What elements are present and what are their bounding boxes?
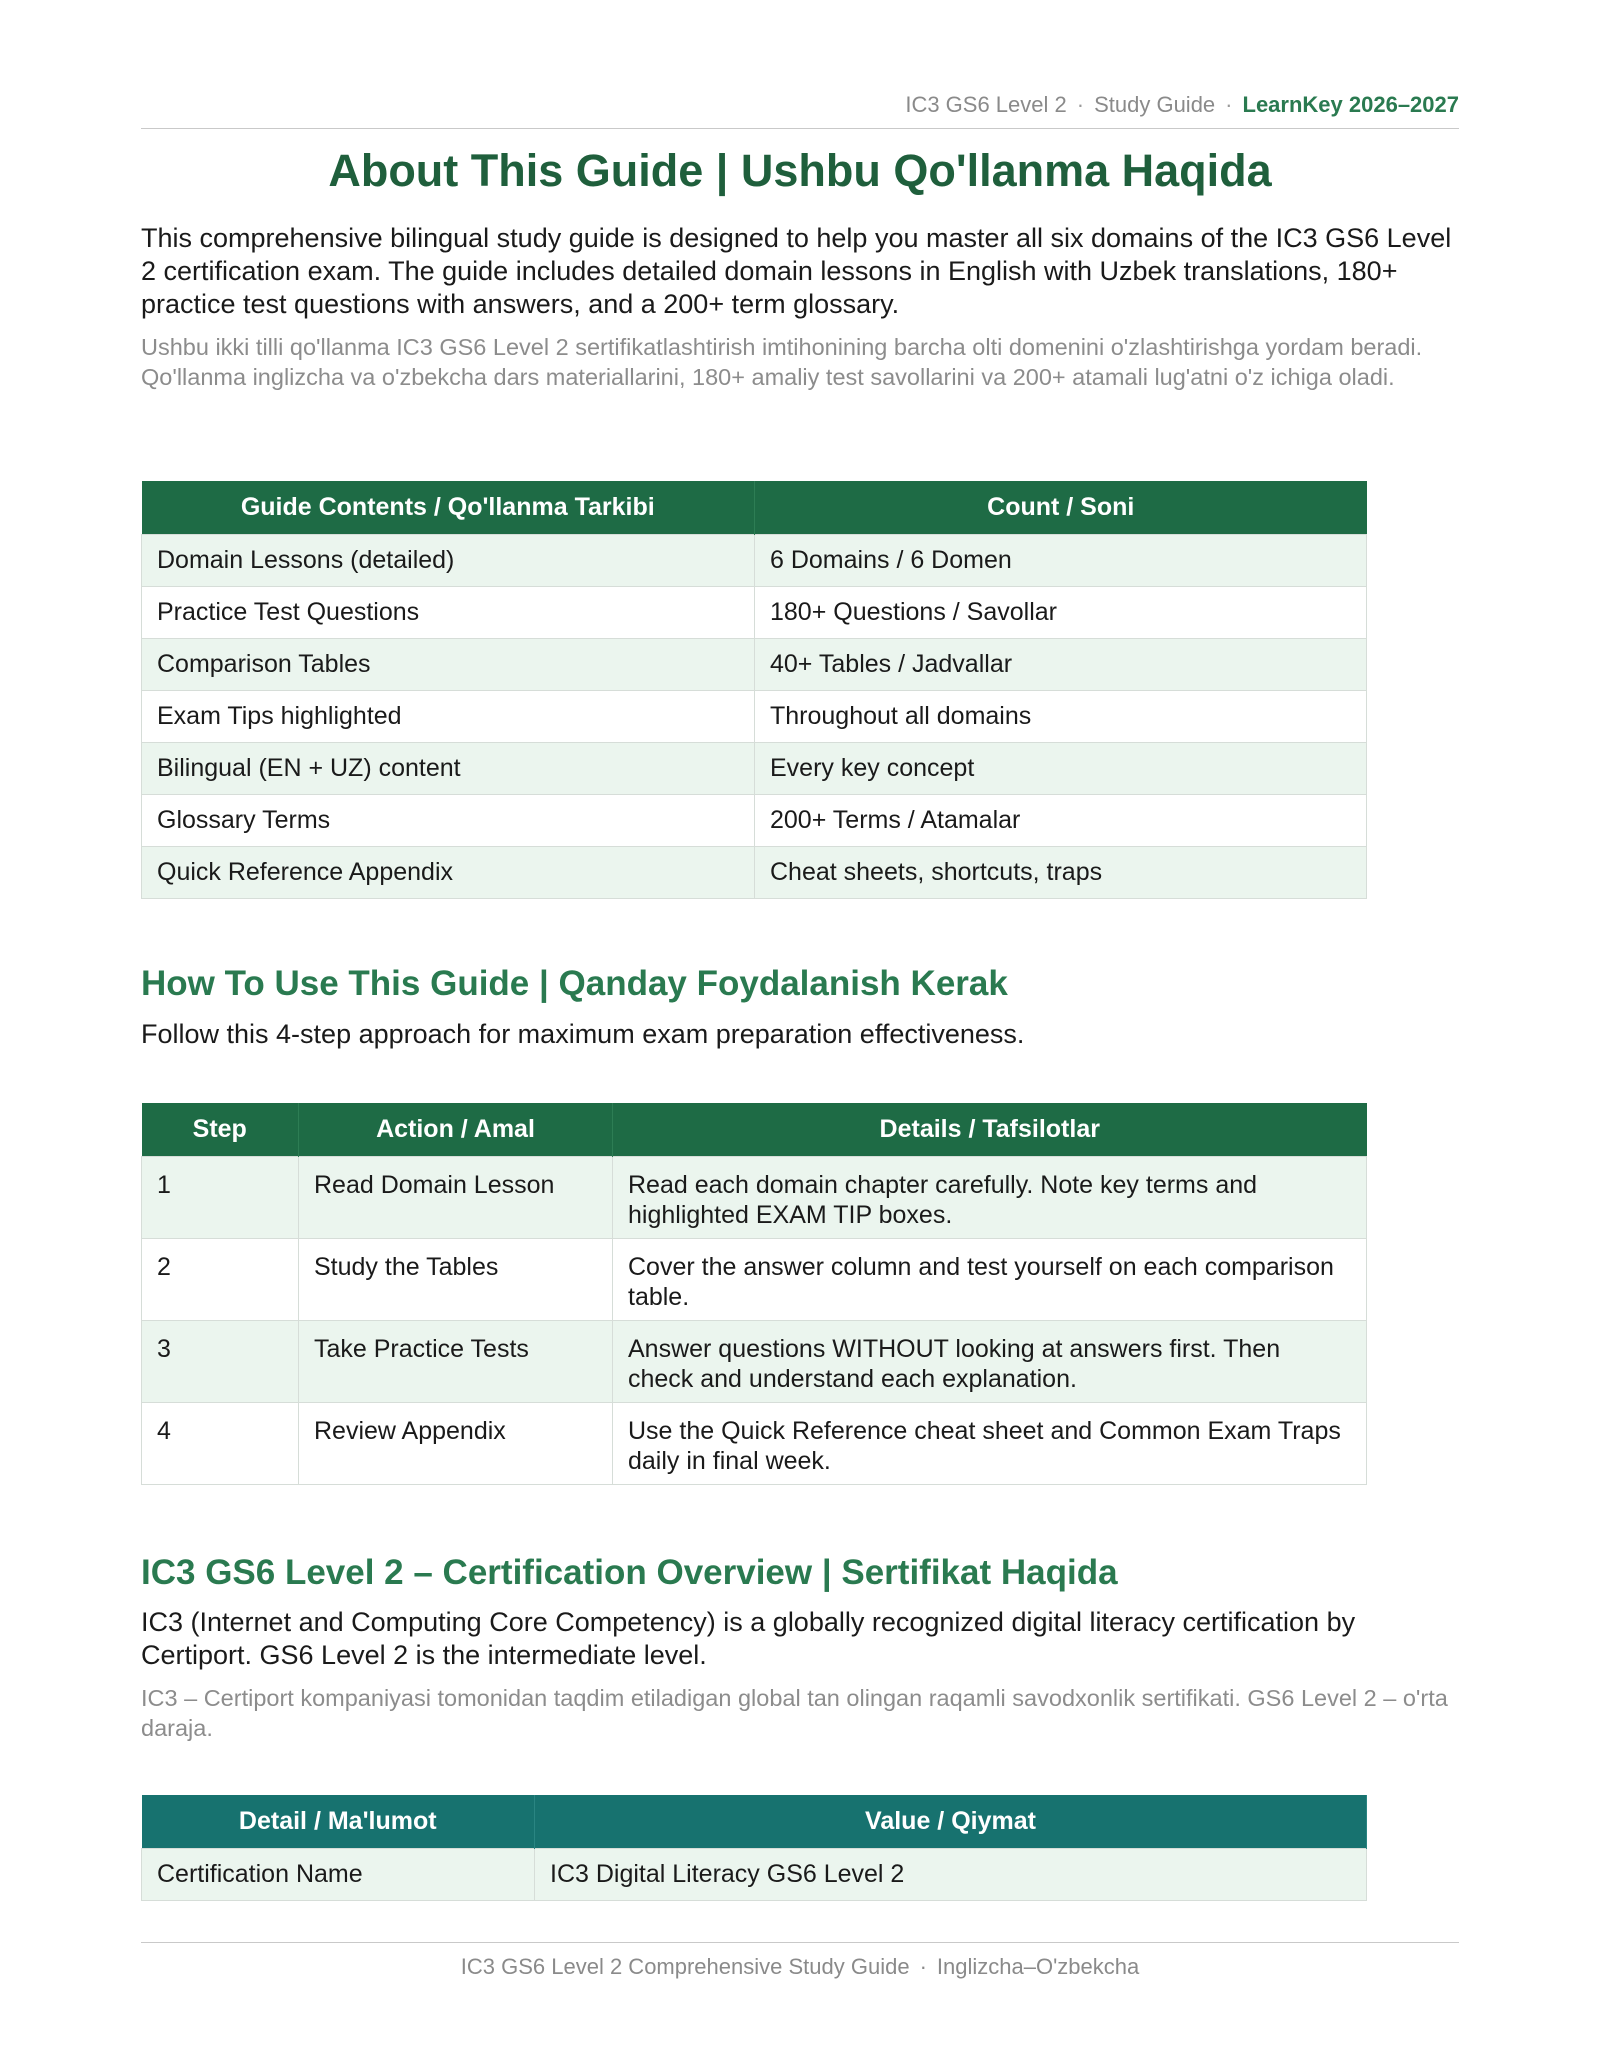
table-cell: Glossary Terms <box>142 795 755 847</box>
table-cell: Exam Tips highlighted <box>142 691 755 743</box>
table-row <box>142 1849 1367 1901</box>
table-header-row <box>142 1795 1367 1849</box>
column-header: Guide Contents / Qo'llanma Tarkibi <box>142 481 755 535</box>
step-action: Review Appendix <box>299 1403 613 1485</box>
how-to-use-intro: Follow this 4-step approach for maximum exam preparation effectiveness. <box>141 1019 1025 1049</box>
table-row <box>142 587 1367 639</box>
table-header-row <box>142 1103 1367 1157</box>
column-header: Action / Amal <box>299 1103 613 1157</box>
table-cell: 6 Domains / 6 Domen <box>755 535 1367 587</box>
step-number: 2 <box>142 1239 299 1321</box>
step-details: Use the Quick Reference cheat sheet and Common Exam Traps daily in final week. <box>613 1403 1367 1485</box>
header-exam: IC3 GS6 Level 2 <box>905 92 1067 117</box>
table-cell: Quick Reference Appendix <box>142 847 755 899</box>
table-row <box>142 795 1367 847</box>
table-row <box>142 1157 1367 1239</box>
table-cell: 200+ Terms / Atamalar <box>755 795 1367 847</box>
certification-table <box>141 1795 1367 1901</box>
header-divider <box>141 128 1459 129</box>
table-cell: IC3 Digital Literacy GS6 Level 2 <box>535 1849 1367 1901</box>
section-heading-certification: IC3 GS6 Level 2 – Certification Overview | Sertifikat Haqida <box>141 1553 1118 1592</box>
footer-separator: · <box>919 1954 927 1979</box>
footer-languages: Inglizcha–O'zbekcha <box>936 1954 1140 1979</box>
steps-table <box>141 1103 1367 1485</box>
table-cell: 40+ Tables / Jadvallar <box>755 639 1367 691</box>
intro-uzbek: Ushbu ikki tilli qo'llanma IC3 GS6 Level 2 sertifikatlashtirish imtihonining barcha olti domenini o'zlashtirishga yordam beradi. Qo'llanma inglizcha va o'zbekcha dars materiallarini, 180+ amaliy test savollarini va 200+ atamali lug'atni o'z ichiga oladi. <box>141 334 1423 390</box>
table-cell: Throughout all domains <box>755 691 1367 743</box>
intro-english: This comprehensive bilingual study guide is designed to help you master all six domains of the IC3 GS6 Level 2 certification exam. The guide includes detailed domain lessons in English with Uzbek translations, 180+ practice test questions with answers, and a 200+ term glossary. <box>141 223 1452 319</box>
column-header: Value / Qiymat <box>535 1795 1367 1849</box>
step-action: Read Domain Lesson <box>299 1157 613 1239</box>
table-row <box>142 1321 1367 1403</box>
certification-english: IC3 (Internet and Computing Core Competency) is a globally recognized digital literacy certification by Certiport. GS6 Level 2 is the intermediate level. <box>141 1607 1356 1670</box>
header-doc-type: Study Guide <box>1094 92 1216 117</box>
step-details: Read each domain chapter carefully. Note key terms and highlighted EXAM TIP boxes. <box>613 1157 1367 1239</box>
step-details: Answer questions WITHOUT looking at answers first. Then check and understand each explanation. <box>613 1321 1367 1403</box>
guide-contents-table <box>141 481 1367 899</box>
step-details: Cover the answer column and test yourself on each comparison table. <box>613 1239 1367 1321</box>
page-title: About This Guide | Ushbu Qo'llanma Haqida <box>328 145 1272 196</box>
table-cell: Bilingual (EN + UZ) content <box>142 743 755 795</box>
step-action: Take Practice Tests <box>299 1321 613 1403</box>
table-cell: Every key concept <box>755 743 1367 795</box>
running-footer <box>141 1952 1459 1982</box>
table-cell: Domain Lessons (detailed) <box>142 535 755 587</box>
step-number: 1 <box>142 1157 299 1239</box>
column-header: Step <box>142 1103 299 1157</box>
table-cell: Comparison Tables <box>142 639 755 691</box>
table-cell: Cheat sheets, shortcuts, traps <box>755 847 1367 899</box>
footer-title: IC3 GS6 Level 2 Comprehensive Study Guide <box>460 1954 910 1979</box>
header-separator: · <box>1225 92 1233 117</box>
column-header: Detail / Ma'lumot <box>142 1795 535 1849</box>
certification-uzbek: IC3 – Certiport kompaniyasi tomonidan taqdim etiladigan global tan olingan raqamli savodxonlik sertifikati. GS6 Level 2 – o'rta daraja. <box>141 1685 1448 1741</box>
step-number: 3 <box>142 1321 299 1403</box>
section-heading-how-to-use: How To Use This Guide | Qanday Foydalanish Kerak <box>141 964 1008 1003</box>
table-row <box>142 1239 1367 1321</box>
step-number: 4 <box>142 1403 299 1485</box>
running-header <box>905 92 1459 118</box>
table-row <box>142 639 1367 691</box>
document-page <box>141 0 1459 2070</box>
column-header: Count / Soni <box>755 481 1367 535</box>
table-header-row <box>142 481 1367 535</box>
header-separator: · <box>1076 92 1085 117</box>
header-brand: LearnKey 2026–2027 <box>1242 92 1459 117</box>
table-row <box>142 691 1367 743</box>
table-row <box>142 743 1367 795</box>
step-action: Study the Tables <box>299 1239 613 1321</box>
table-cell: Practice Test Questions <box>142 587 755 639</box>
table-row <box>142 1403 1367 1485</box>
footer-divider <box>141 1942 1459 1943</box>
table-cell: 180+ Questions / Savollar <box>755 587 1367 639</box>
table-row <box>142 847 1367 899</box>
column-header: Details / Tafsilotlar <box>613 1103 1367 1157</box>
table-row <box>142 535 1367 587</box>
table-cell: Certification Name <box>142 1849 535 1901</box>
